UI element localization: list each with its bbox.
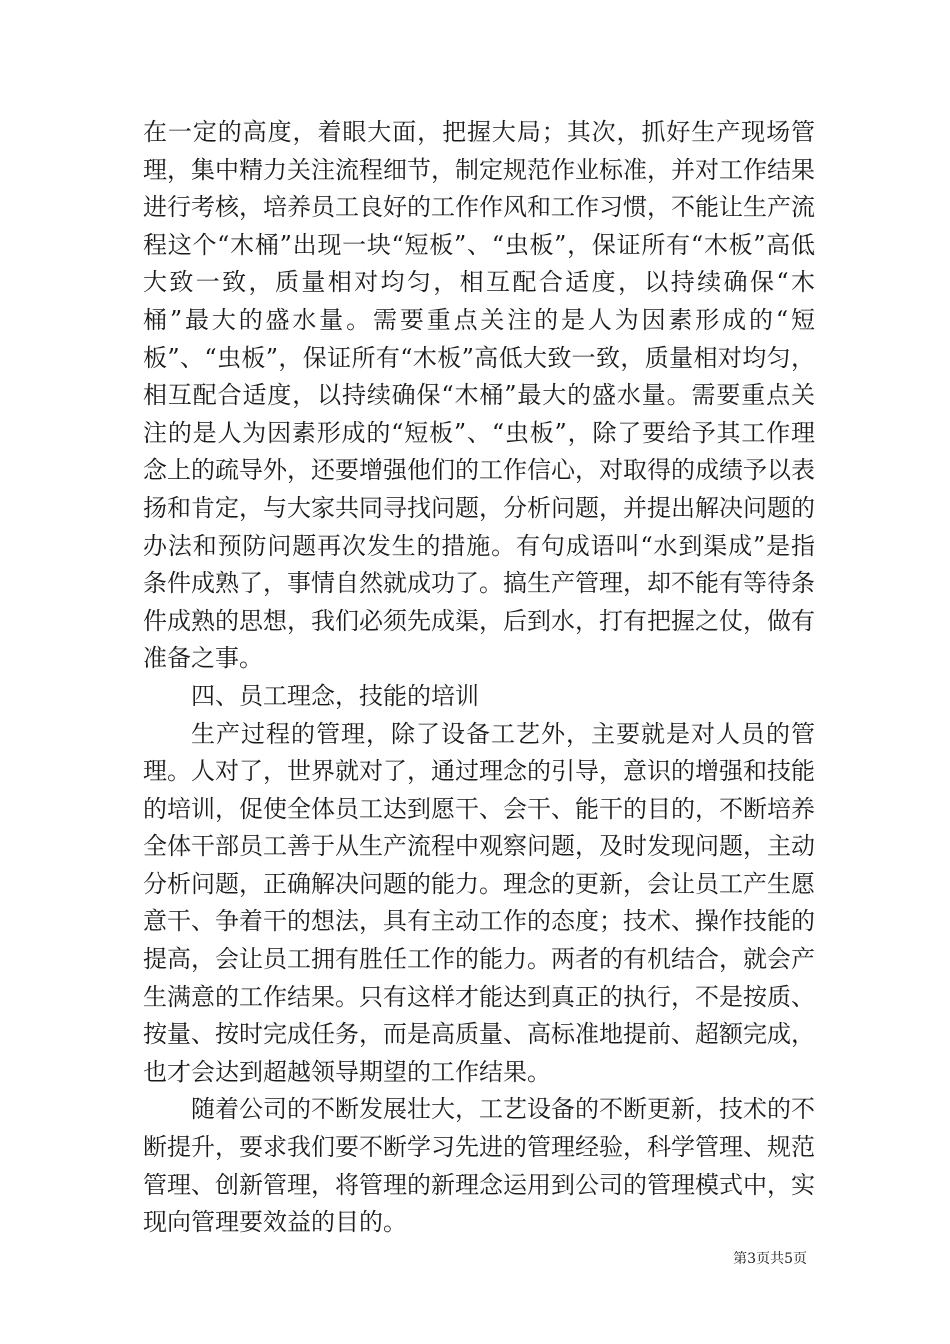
paragraph-conclusion: 随着公司的不断发展壮大，工艺设备的不断更新，技术的不断提升，要求我们要不断学习先进的管理经验，科学管理、规范管理、创新管理，将管理的新理念运用到公司的管理模式中，实现向管理要效益的目的。 <box>143 1095 815 1237</box>
paragraph-continued: 在一定的高度，着眼大面，把握大局；其次，抓好生产现场管理，集中精力关注流程细节，制定规范作业标准，并对工作结果进行考核，培养员工良好的工作作风和工作习惯，不能让生产流程这个“木桶”出现一块“短板”、“虫板”，保证所有“木板”高低大致一致，质量相对均匀，相互配合适度，以持续确保“木桶”最大的盛水量。需要重点关注的是人为因素形成的“短板”、“虫板”，保证所有“木板”高低大致一致，质量相对均匀，相互配合适度，以持续确保“木桶”最大的盛水量。需要重点关注的是人为因素形成的“短板”、“虫板”，除了要给予其工作理念上的疏导外，还要增强他们的工作信心，对取得的成绩予以表扬和肯定，与大家共同寻找问题，分析问题，并提出解决问题的办法和预防问题再次发生的措施。有句成语叫“水到渠成”是指条件成熟了，事情自然就成功了。搞生产管理，却不能有等待条件成熟的思想，我们必须先成渠，后到水，打有把握之仗，做有准备之事。 <box>143 118 815 673</box>
paragraph-training: 生产过程的管理，除了设备工艺外，主要就是对人员的管理。人对了，世界就对了，通过理念的引导，意识的增强和技能的培训，促使全体员工达到愿干、会干、能干的目的，不断培养全体干部员工善于从生产流程中观察问题，及时发现问题，主动分析问题，正确解决问题的能力。理念的更新，会让员工产生愿意干、争着干的想法，具有主动工作的态度；技术、操作技能的提高，会让员工拥有胜任工作的能力。两者的有机结合，就会产生满意的工作结果。只有这样才能达到真正的执行，不是按质、按量、按时完成任务，而是高质量、高标准地提前、超额完成，也才会达到超越领导期望的工作结果。 <box>143 719 815 1086</box>
section-heading: 四、员工理念，技能的培训 <box>191 681 479 710</box>
page-number-footer: 第3页共5页 <box>733 1251 807 1267</box>
document-body <box>143 114 815 1242</box>
